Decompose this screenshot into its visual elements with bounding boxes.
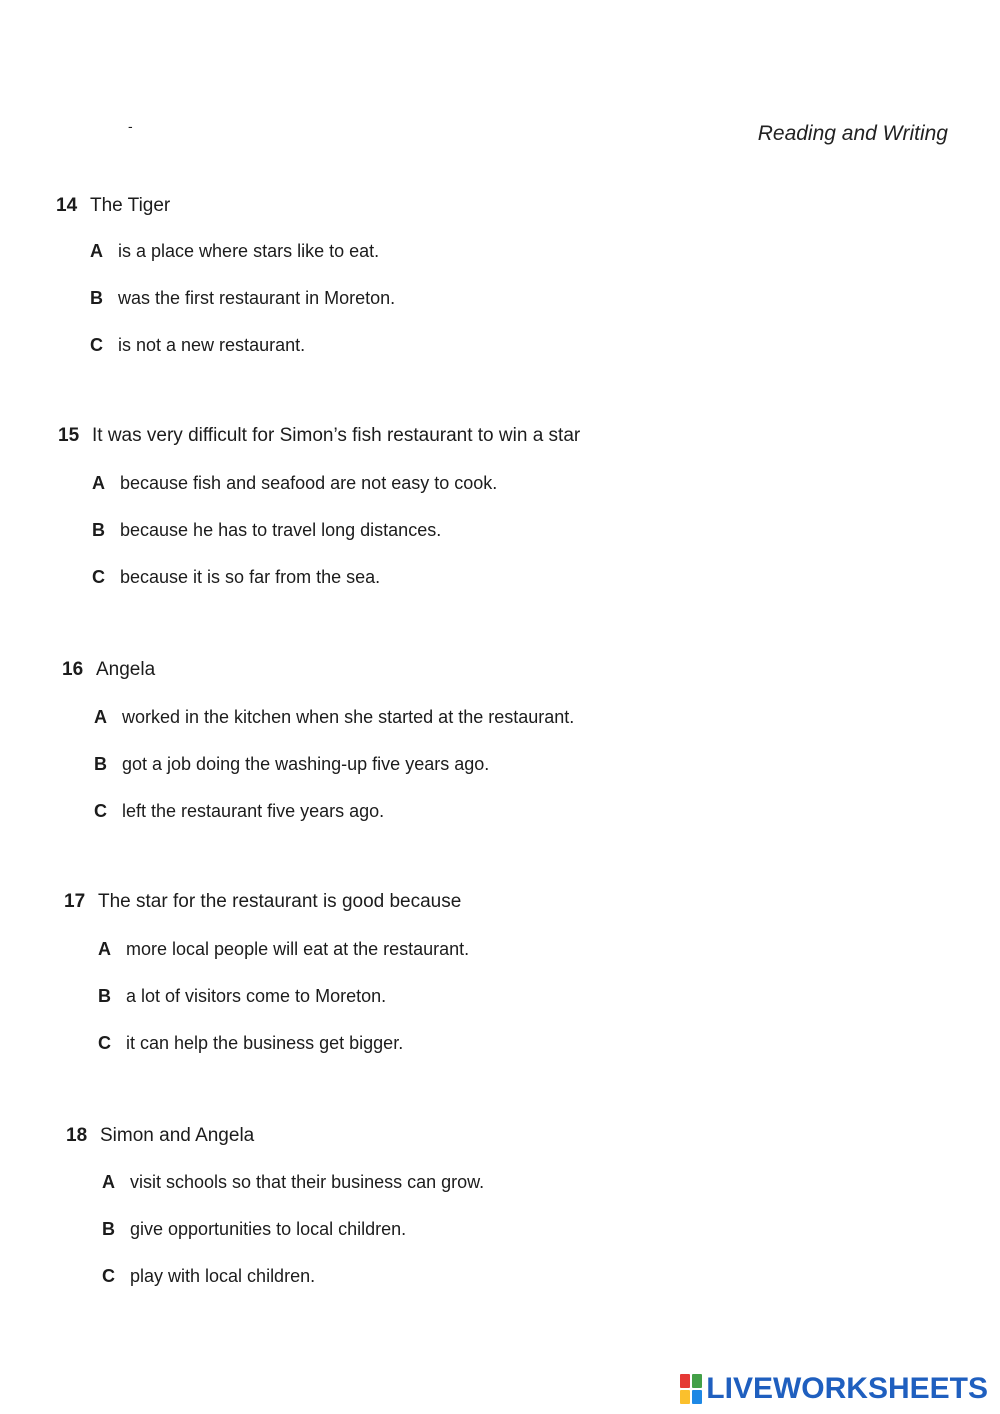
option-a[interactable] bbox=[92, 471, 497, 495]
option-text: it can help the business get bigger. bbox=[126, 1033, 404, 1053]
option-letter: B bbox=[102, 1219, 115, 1239]
question-15 bbox=[58, 424, 581, 587]
question-text: It was very difficult for Simon’s fish restaurant to win a star bbox=[92, 425, 581, 446]
question-number: 15 bbox=[58, 425, 80, 446]
question-18 bbox=[66, 1124, 485, 1286]
option-a[interactable] bbox=[98, 937, 469, 961]
option-text: more local people will eat at the restaurant. bbox=[126, 939, 470, 959]
option-letter: A bbox=[92, 473, 105, 493]
option-b[interactable] bbox=[94, 752, 489, 776]
option-text: got a job doing the washing-up five years ago. bbox=[122, 754, 490, 774]
option-text: play with local children. bbox=[130, 1266, 316, 1286]
option-b[interactable] bbox=[98, 984, 386, 1008]
question-stem bbox=[64, 890, 461, 914]
stray-mark: - bbox=[128, 118, 133, 134]
question-number: 18 bbox=[66, 1125, 88, 1146]
option-text: worked in the kitchen when she started at the restaurant. bbox=[122, 707, 575, 727]
option-text: because fish and seafood are not easy to cook. bbox=[120, 473, 498, 493]
question-stem bbox=[62, 658, 155, 682]
option-a[interactable] bbox=[94, 705, 574, 729]
option-letter: A bbox=[102, 1172, 115, 1192]
option-text: because he has to travel long distances. bbox=[120, 520, 442, 540]
question-text: The star for the restaurant is good because bbox=[98, 891, 462, 912]
option-letter: B bbox=[92, 520, 105, 540]
question-stem bbox=[66, 1124, 254, 1148]
liveworksheets-brand bbox=[680, 1372, 988, 1406]
liveworksheets-logo-icon bbox=[680, 1374, 702, 1404]
option-letter: C bbox=[92, 567, 105, 587]
option-letter: B bbox=[94, 754, 107, 774]
option-letter: C bbox=[98, 1033, 111, 1053]
question-number: 17 bbox=[64, 891, 86, 912]
option-text: a lot of visitors come to Moreton. bbox=[126, 986, 387, 1006]
option-a[interactable] bbox=[102, 1170, 484, 1194]
option-letter: B bbox=[90, 288, 103, 308]
option-letter: B bbox=[98, 986, 111, 1006]
option-a[interactable] bbox=[90, 239, 379, 263]
option-text: is not a new restaurant. bbox=[118, 335, 306, 355]
option-text: give opportunities to local children. bbox=[130, 1219, 407, 1239]
option-text: visit schools so that their business can grow. bbox=[130, 1172, 485, 1192]
question-number: 14 bbox=[56, 195, 78, 216]
question-14 bbox=[56, 194, 396, 355]
question-stem bbox=[56, 194, 170, 218]
question-16 bbox=[62, 658, 575, 821]
question-stem bbox=[58, 424, 580, 448]
page-header: Reading and Writing bbox=[757, 122, 948, 145]
question-text: The Tiger bbox=[90, 195, 171, 216]
brand-text: LIVEWORKSHEETS bbox=[706, 1372, 988, 1405]
option-letter: A bbox=[98, 939, 111, 959]
option-letter: C bbox=[102, 1266, 115, 1286]
option-c[interactable] bbox=[94, 799, 384, 823]
option-text: left the restaurant five years ago. bbox=[122, 801, 385, 821]
question-text: Angela bbox=[96, 659, 156, 680]
option-c[interactable] bbox=[92, 565, 380, 589]
question-number: 16 bbox=[62, 659, 84, 680]
option-c[interactable] bbox=[102, 1264, 315, 1288]
option-letter: C bbox=[90, 335, 103, 355]
option-c[interactable] bbox=[98, 1031, 403, 1055]
question-17 bbox=[64, 890, 470, 1053]
question-text: Simon and Angela bbox=[100, 1125, 255, 1146]
option-c[interactable] bbox=[90, 333, 305, 357]
option-text: is a place where stars like to eat. bbox=[118, 241, 380, 261]
option-letter: A bbox=[94, 707, 107, 727]
option-b[interactable] bbox=[92, 518, 441, 542]
option-b[interactable] bbox=[102, 1217, 406, 1241]
option-b[interactable] bbox=[90, 286, 395, 310]
option-text: was the first restaurant in Moreton. bbox=[118, 288, 396, 308]
option-letter: A bbox=[90, 241, 103, 261]
option-text: because it is so far from the sea. bbox=[120, 567, 381, 587]
option-letter: C bbox=[94, 801, 107, 821]
